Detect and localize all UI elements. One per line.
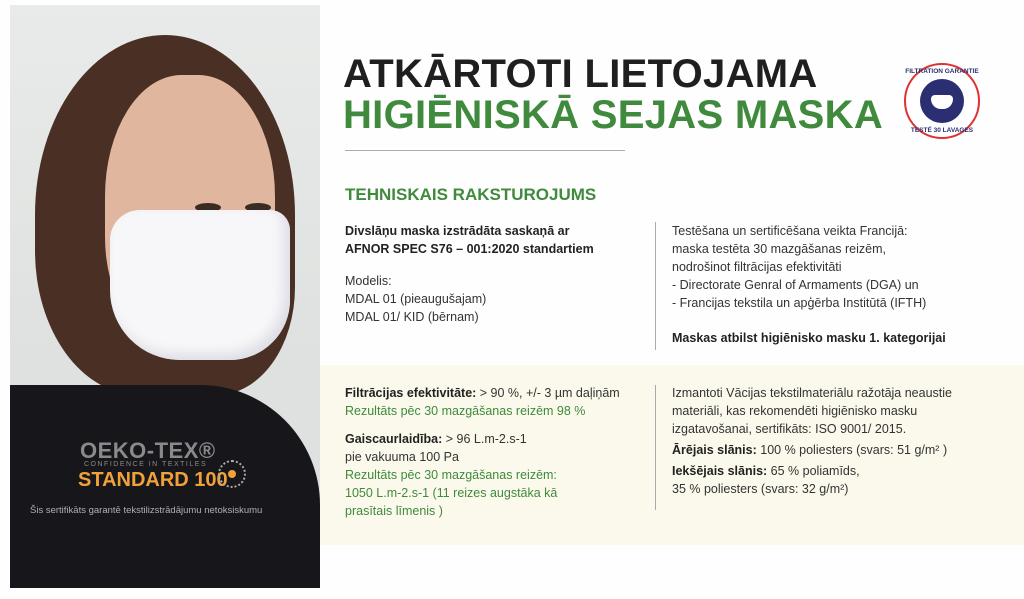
face-mask-icon (920, 79, 964, 123)
text-line: maska testēta 30 mazgāšanas reizēm, (672, 242, 886, 256)
text-line: nodrošinot filtrācijas efektivitāti (672, 260, 842, 274)
air-permeability-condition: pie vakuuma 100 Pa (345, 450, 459, 464)
text-line: izgatavošanai, sertifikāts: ISO 9001/ 2015. (672, 422, 907, 436)
right-top-block (672, 222, 946, 347)
badge-bottom-text: TESTÉ 30 LAVAGES (910, 127, 974, 134)
text-line: Testēšana un sertificēšana veikta Francijā: (672, 224, 908, 238)
text-line: materiāli, kas rekomendēti higiēnisko masku (672, 404, 918, 418)
oekotex-standard: STANDARD 100 (78, 469, 228, 491)
face-mask-image (110, 210, 290, 360)
oekotex-note: Šis sertifikāts garantē tekstilizstrādājumu netoksiskumu (30, 505, 263, 516)
air-result: prasītais līmenis ) (345, 504, 443, 518)
column-divider (655, 385, 656, 510)
air-permeability-label: Gaiscaurlaidība: (345, 432, 443, 446)
oekotex-flower-icon (218, 460, 246, 488)
outer-layer-label: Ārējais slānis: (672, 443, 757, 457)
column-divider (655, 222, 656, 350)
filtration-badge (904, 63, 980, 139)
left-top-block (345, 222, 594, 326)
air-result: 1050 L.m-2.s-1 (11 reizes augstāka kā (345, 486, 558, 500)
divider (345, 150, 625, 151)
filtration-value: > 90 %, +/- 3 µm daļiņām (476, 386, 620, 400)
category-statement: Maskas atbilst higiēnisko masku 1. kategorijai (672, 331, 946, 345)
left-bottom-block (345, 384, 620, 520)
standard-line2: AFNOR SPEC S76 – 001:2020 standartiem (345, 242, 594, 256)
title-line1: ATKĀRTOTI LIETOJAMA (343, 52, 818, 96)
models-label: Modelis: (345, 274, 392, 288)
inner-layer-value: 65 % poliamīds, (767, 464, 860, 478)
filtration-result: Rezultāts pēc 30 mazgāšanas reizēm 98 % (345, 404, 586, 418)
model-item: MDAL 01 (pieaugušajam) (345, 292, 487, 306)
product-photo (10, 5, 320, 588)
text-line: Izmantoti Vācijas tekstilmateriālu ražotāja neaustie (672, 386, 952, 400)
oekotex-tagline: CONFIDENCE IN TEXTILES (84, 461, 208, 468)
right-bottom-block (672, 384, 952, 498)
air-result: Rezultāts pēc 30 mazgāšanas reizēm: (345, 468, 557, 482)
air-permeability-value: > 96 L.m-2.s-1 (442, 432, 527, 446)
oekotex-brand: OEKO-TEX® (80, 438, 216, 463)
list-item: - Directorate Genral of Armaments (DGA) un (672, 278, 919, 292)
inner-layer-value: 35 % poliesters (svars: 32 g/m²) (672, 482, 849, 496)
standard-line1: Divslāņu maska izstrādāta saskaņā ar (345, 224, 570, 238)
section-heading: TEHNISKAIS RAKSTUROJUMS (345, 185, 597, 204)
inner-layer-label: Iekšējais slānis: (672, 464, 768, 478)
list-item: - Francijas tekstila un apģērba Institūtā (IFTH) (672, 296, 927, 310)
title-line2: HIGIĒNISKĀ SEJAS MASKA (343, 93, 884, 137)
badge-top-text: FILTRATION GARANTIE (905, 68, 979, 75)
outer-layer-value: 100 % poliesters (svars: 51 g/m² ) (756, 443, 948, 457)
model-item: MDAL 01/ KID (bērnam) (345, 310, 479, 324)
filtration-label: Filtrācijas efektivitāte: (345, 386, 477, 400)
